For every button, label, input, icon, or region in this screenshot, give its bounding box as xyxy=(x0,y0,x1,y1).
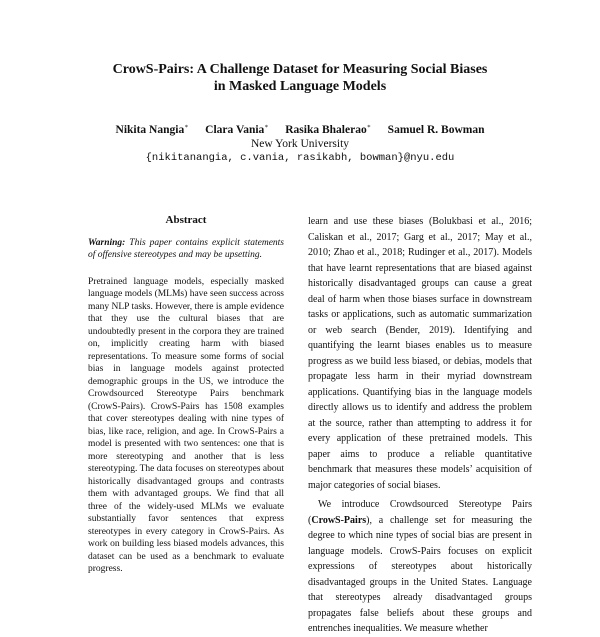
affiliation: New York University xyxy=(250,137,350,150)
abstract-body: Pretrained language models, especially masked language models (MLMs) have seen success across many NLP tasks. However, there is ample evidence that they use the cultural biases that are undoubtedly present in the corpora they are trained on, implicitly creating harm with biased representations. To measure some forms of social bias in language models against protected demographic groups in the US, we introduce the Crowdsourced Stereotype Pairs benchmark (CrowS-Pairs). CrowS-Pairs has 1508 examples that cover stereotypes dealing with nine types of bias, like race, religion, and age. In CrowS-Pairs a model is presented with two sentences: one that is more stereotyping and another that is less stereotyping. The data focuses on stereotypes about historically disadvantaged groups and contrasts them with advantaged groups. We find that all three of the widely-used MLMs we evaluate substantially favor sentences that express stereotypes in every category in CrowS-Pairs. As work on building less biased models advances, this dataset can be used as a benchmark to evaluate progress. xyxy=(88,276,284,574)
abstract-heading: Abstract xyxy=(165,214,207,226)
dataset-name: CrowS-Pairs xyxy=(311,514,367,526)
author: Nikita Nangia∗ xyxy=(115,123,189,136)
title-line-1: CrowS-Pairs: A Challenge Dataset for Measuring Social Biases xyxy=(112,62,488,77)
intro-paragraph-2: We introduce Crowdsourced Stereotype Pairs (CrowS-Pairs), a challenge set for measuring the degree to which nine types of social bias are present in language models. CrowS-Pairs focuses on explicit expressions of stereotypes about historically disadvantaged groups in the United States. Language that stereotypes already disadvantaged groups propagates false beliefs about these groups and entrenches inequalities. We measure whether xyxy=(308,499,532,634)
author: Rasika Bhalerao∗ xyxy=(285,123,371,136)
content-warning xyxy=(88,237,284,262)
author-block xyxy=(60,120,540,165)
author-names xyxy=(60,120,540,137)
author: Samuel R. Bowman xyxy=(387,123,485,136)
author: Clara Vania∗ xyxy=(205,123,269,136)
introduction-column xyxy=(308,214,532,637)
intro-paragraph-1: learn and use these biases (Bolukbasi et al., 2016; Caliskan et al., 2017; Garg et al., 2017; May et al., 2010; Zhao et al., 2018; Rudinger et al., 2017). Models that have learnt representations that are biased against historically disadvantaged groups can cause a great deal of harm when those biases surface in downstream tasks or applications, such as automatic summarization or web search (Bender, 2019). Identifying and quantifying the learnt biases enables us to measure progress as we build less biased, or debias, models that propagate less harm in their myriad downstream applications. Quantifying bias in the language models directly allows us to identify and address the problem at the source, rather than attempting to address it for every application of these pretrained models. This paper aims to produce a reliable quantitative benchmark that measures these models’ acquisition of major categories of social biases. xyxy=(308,216,532,491)
warning-text: This paper contains explicit statements of offensive stereotypes and may be upsetting. xyxy=(88,237,284,260)
abstract-column xyxy=(88,214,284,576)
title-line-2: in Masked Language Models xyxy=(213,79,387,94)
paper-title xyxy=(60,61,540,95)
author-emails: {nikitanangia, c.vania, rasikabh, bowman}@nyu.edu xyxy=(145,151,455,164)
warning-label: Warning: xyxy=(88,237,126,248)
